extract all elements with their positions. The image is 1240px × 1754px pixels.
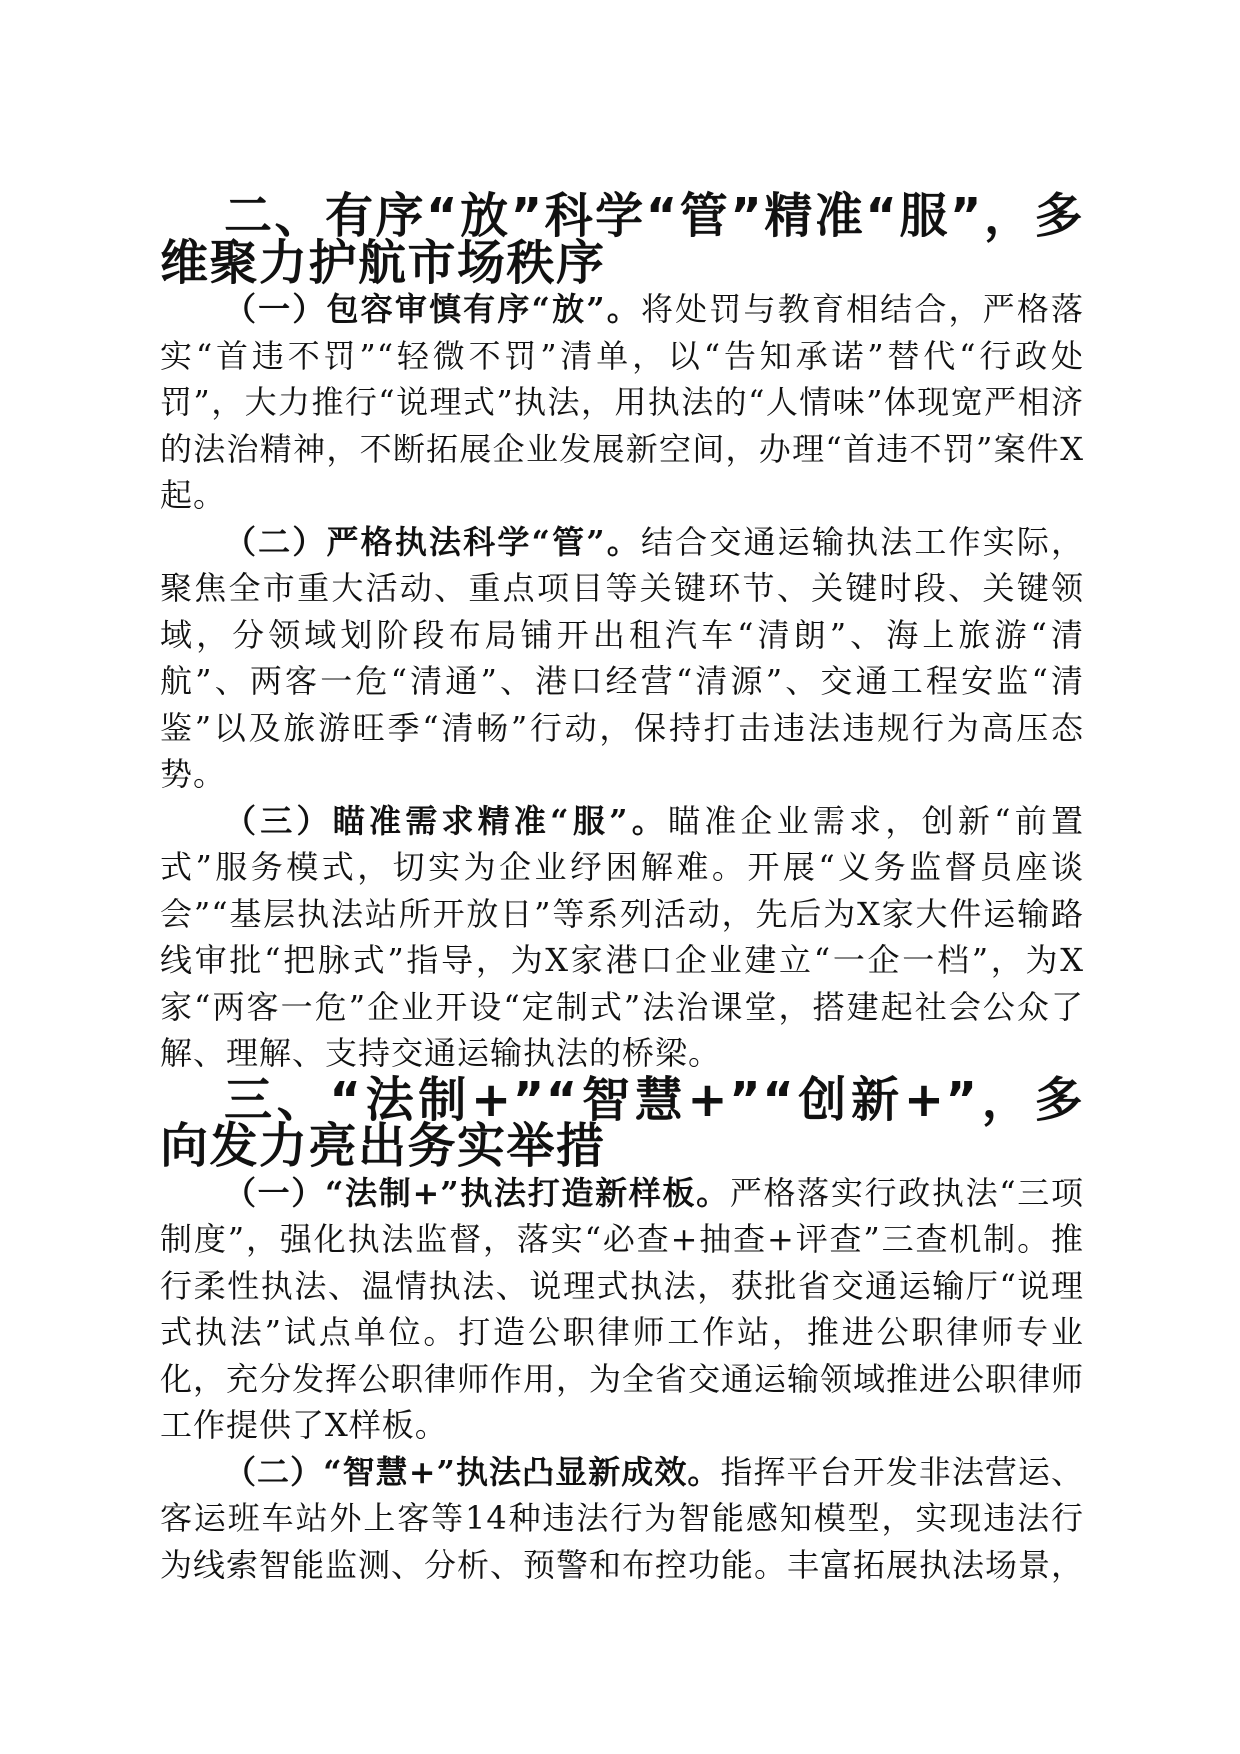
paragraph bbox=[160, 798, 1084, 1077]
paragraph-lead: （一）“法制+”执法打造新样板。 bbox=[224, 1173, 730, 1212]
paragraph-text: 瞄准企业需求，创新“前置式”服务模式，切实为企业纾困解难。开展“义务监督员座谈会”“基层执法站所开放日”等系列活动，先后为X家大件运输路线审批“把脉式”指导，为X家港口企业建立“一企一档”，为X家“两客一危”企业开设“定制式”法治课堂，搭建起社会公众了解、理解、支持交通运输执法的桥梁。 bbox=[160, 801, 1084, 1072]
paragraph-text: 指挥平台开发非法营运、客运班车站外上客等14种违法行为智能感知模型，实现违法行为线索智能监测、分析、预警和布控功能。丰富拓展执法场景， bbox=[160, 1452, 1085, 1584]
section-heading: 二、有序“放”科学“管”精准“服”，多维聚力护航市场秩序 bbox=[160, 188, 1084, 291]
paragraph-text: 严格落实行政执法“三项制度”，强化执法监督，落实“必查+抽查+评查”三查机制。推行柔性执法、温情执法、说理式执法，获批省交通运输厅“说理式执法”试点单位。打造公职律师工作站，推进公职律师专业化，充分发挥公职律师作用，为全省交通运输领域推进公职律师工作提供了X样板。 bbox=[160, 1173, 1085, 1444]
section-heading: 三、“法制+”“智慧+”“创新+”，多向发力亮出务实举措 bbox=[160, 1071, 1084, 1174]
paragraph-lead: （一）包容审慎有序“放”。 bbox=[224, 290, 641, 328]
paragraph-lead: （二）“智慧+”执法凸显新成效。 bbox=[224, 1452, 721, 1491]
paragraph-text: 将处罚与教育相结合，严格落实“首违不罚”“轻微不罚”清单，以“告知承诺”替代“行政处罚”，大力推行“说理式”执法，用执法的“人情味”体现宽严相济的法治精神，不断拓展企业发展新空间，办理“首违不罚”案件X起。 bbox=[160, 290, 1084, 514]
document-body bbox=[160, 188, 1085, 1588]
paragraph-lead: （二）严格执法科学“管”。 bbox=[224, 522, 641, 561]
paragraph bbox=[160, 519, 1084, 798]
paragraph-lead: （三）瞄准需求精准“服”。 bbox=[224, 801, 668, 840]
paragraph bbox=[160, 1449, 1084, 1589]
paragraph bbox=[160, 286, 1084, 519]
paragraph-text: 结合交通运输执法工作实际，聚焦全市重大活动、重点项目等关键环节、关键时段、关键领域，分领域划阶段布局铺开出租汽车“清朗”、海上旅游“清航”、两客一危“清通”、港口经营“清源”、交通工程安监“清鉴”以及旅游旺季“清畅”行动，保持打击违法违规行为高压态势。 bbox=[160, 522, 1084, 793]
paragraph bbox=[160, 1170, 1084, 1449]
